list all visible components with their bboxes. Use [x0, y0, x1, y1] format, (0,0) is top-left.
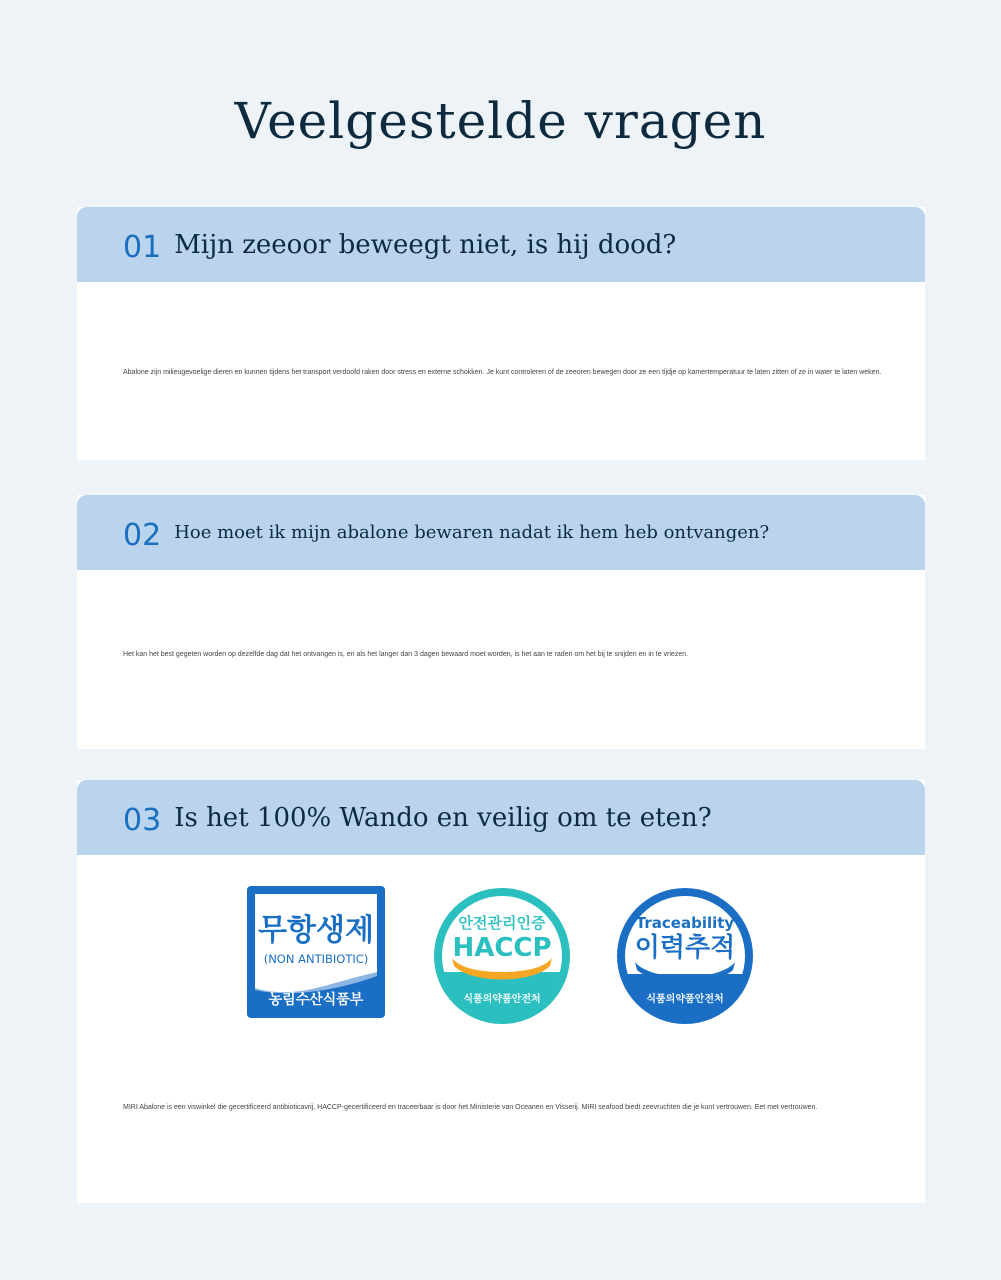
faq-question: Mijn zeeoor beweegt niet, is hij dood? [174, 229, 677, 260]
faq-answer: MIRI Abalone is een viswinkel die gecertificeerd antibioticavrij, HACCP-gecertificeerd en traceerbaar is door het Ministerie van Oceanen en Visserij. MIRI seafood biedt zeevruchten die je kunt vertrouwen. Eet met vertrouwen. [123, 1104, 818, 1111]
faq-question-header[interactable] [77, 207, 925, 282]
traceability-title-ko: 이력추적 [634, 933, 736, 963]
traceability-issuer: 식품의약품안전처 [646, 994, 724, 1005]
non-antibiotic-subtitle: (NON ANTIBIOTIC) [263, 952, 369, 966]
traceability-badge [615, 886, 755, 1026]
non-antibiotic-issuer: 농림수산식품부 [268, 992, 364, 1008]
faq-question: Hoe moet ik mijn abalone bewaren nadat ik hem heb ontvangen? [174, 522, 770, 543]
haccp-issuer: 식품의약품안전처 [463, 994, 541, 1005]
faq-item-3 [77, 780, 925, 1203]
page-title: Veelgestelde vragen [234, 92, 767, 150]
faq-number: 02 [123, 518, 162, 553]
faq-answer: Abalone zijn milieugevoelige dieren en kunnen tijdens het transport verdoofd raken door stress en externe schokken. Je kunt controleren of de zeeoren bewegen door ze een tijdje op kamertemperatuur te laten zitten of ze in water te laten weken. [123, 369, 882, 376]
faq-number: 03 [123, 803, 162, 838]
faq-answer-panel [77, 855, 925, 1203]
faq-answer-panel [77, 282, 925, 460]
faq-answer: Het kan het best gegeten worden op dezelfde dag dat het ontvangen is, en als het langer dan 3 dagen bewaard moet worden, is het aan te raden om het bij te snijden en in te vriezen. [123, 651, 689, 658]
certification-badges [247, 886, 757, 1026]
haccp-badge [432, 886, 572, 1026]
faq-question-header[interactable] [77, 495, 925, 570]
traceability-title: Traceability [635, 914, 735, 932]
faq-question-header[interactable] [77, 780, 925, 855]
faq-question: Is het 100% Wando en veilig om te eten? [174, 802, 712, 833]
faq-item-1 [77, 207, 925, 460]
faq-answer-panel [77, 570, 925, 749]
non-antibiotic-badge [247, 886, 387, 1020]
faq-item-2 [77, 495, 925, 749]
non-antibiotic-title: 무항생제 [258, 913, 374, 948]
faq-number: 01 [123, 230, 162, 265]
haccp-title: HACCP [452, 933, 552, 963]
haccp-title-ko: 안전관리인증 [458, 914, 546, 932]
